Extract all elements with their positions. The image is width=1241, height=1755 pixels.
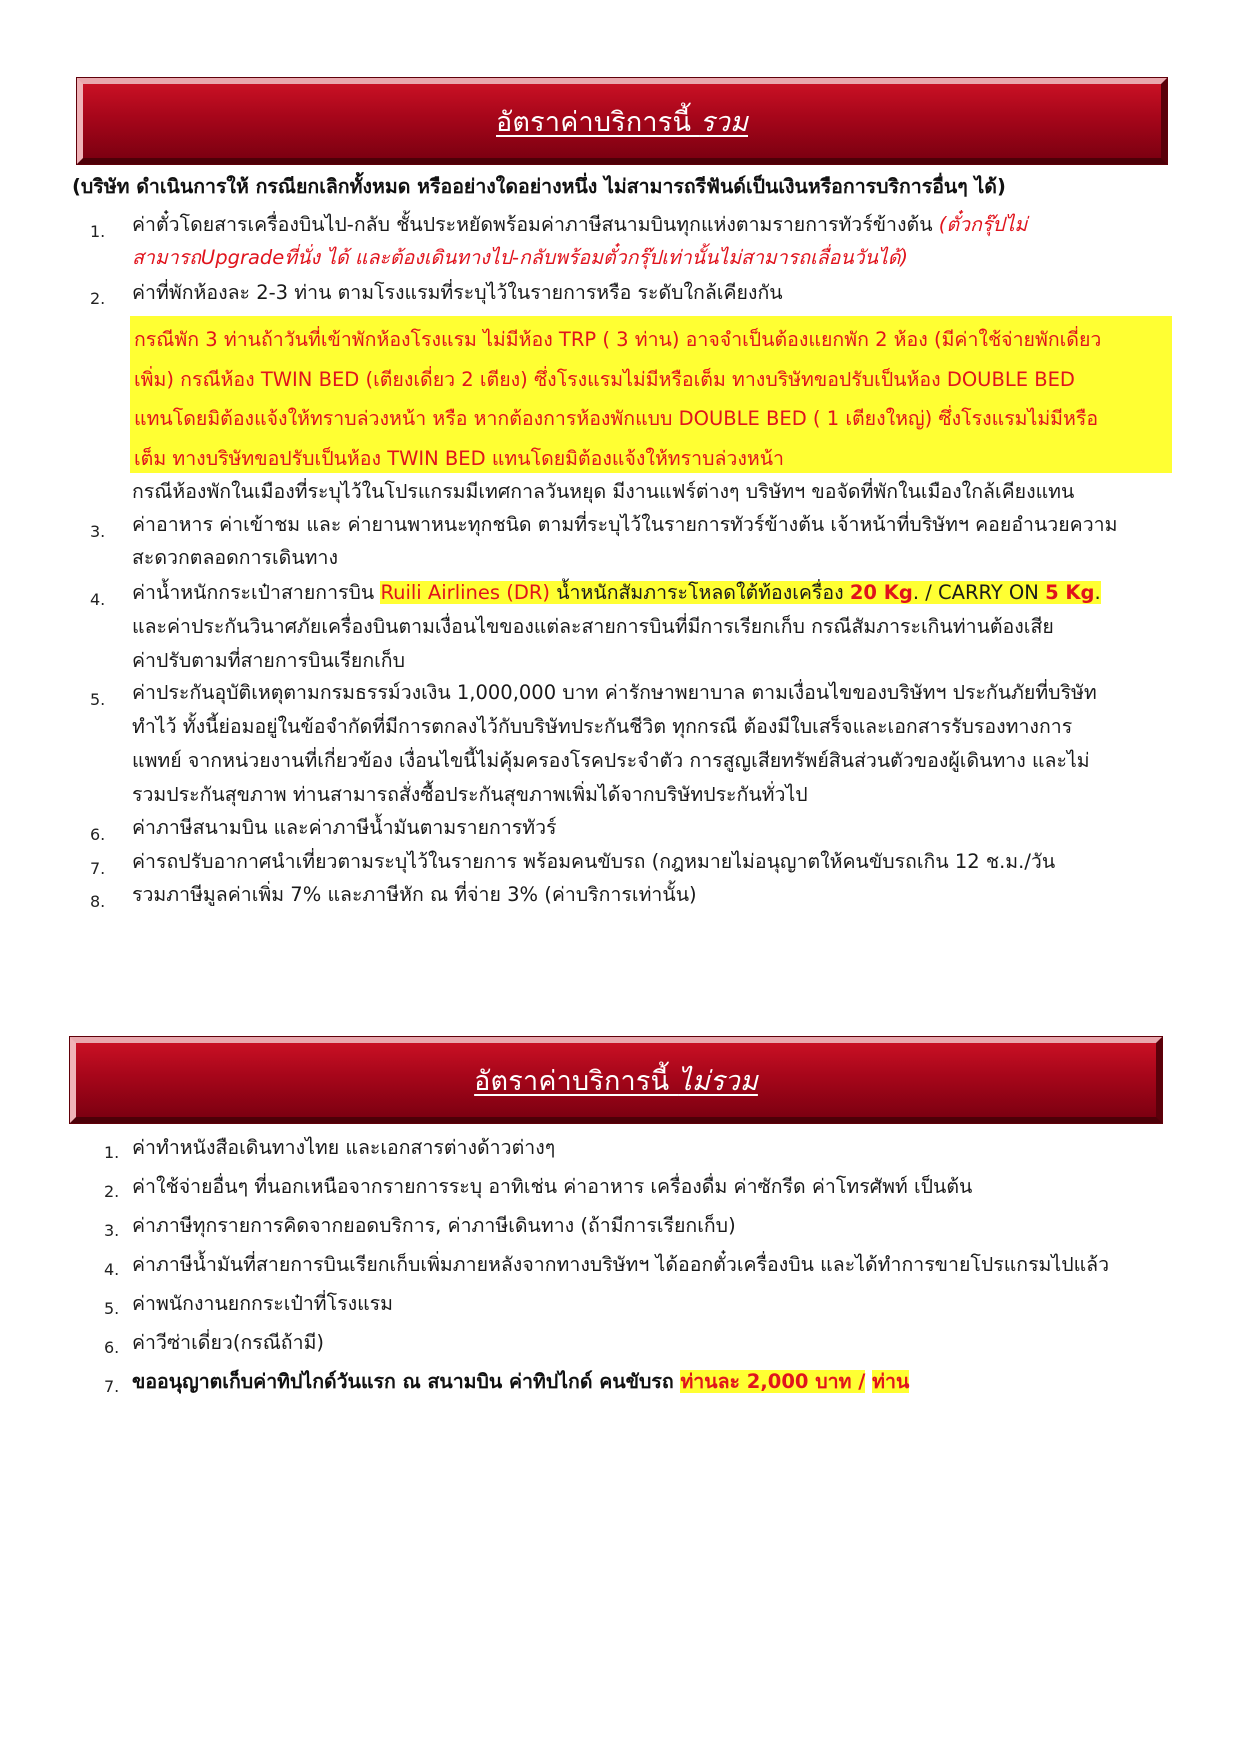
excluded-item-3: ค่าภาษีทุกรายการคิดจากยอดบริการ, ค่าภาษีเดินทาง (ถ้ามีการเรียกเก็บ): [132, 1214, 736, 1237]
excluded-item-5: ค่าพนักงานยกกระเป๋าที่โรงแรม: [132, 1292, 393, 1315]
item-number: 2.: [90, 289, 106, 308]
excluded-item-2: ค่าใช้จ่ายอื่นๆ ที่นอกเหนือจากรายการระบุ อาทิเช่น ค่าอาหาร เครื่องดื่ม ค่าซักรีด ค่าโทรศัพท์ เป็นต้น: [132, 1175, 973, 1198]
item-number: 2.: [104, 1182, 120, 1201]
excluded-item-4: ค่าภาษีน้ำมันที่สายการบินเรียกเก็บเพิ่มภายหลังจากทางบริษัทฯ ได้ออกตั๋วเครื่องบิน และได้ทำการขายโปรแกรมไปแล้ว: [132, 1253, 1110, 1276]
included-item-3-cont: สะดวกตลอดการเดินทาง: [132, 546, 338, 569]
excluded-item-7: ขออนุญาตเก็บค่าทิปไกด์วันแรก ณ สนามบิน ค่าทิปไกด์ คนขับรถ ท่านละ 2,000 บาท / ท่าน: [132, 1370, 910, 1393]
item-number: 6.: [104, 1338, 120, 1357]
included-item-5-cont: แพทย์ จากหน่วยงานที่เกี่ยวข้อง เงื่อนไขนี้ไม่คุ้มครองโรคประจำตัว การสูญเสียทรัพย์สินส่วนตัวของผู้เดินทาง และไม่: [132, 749, 1090, 772]
item-number: 4.: [104, 1260, 120, 1279]
included-item-4: ค่าน้ำหนักกระเป๋าสายการบิน Ruili Airlines (DR) น้ำหนักสัมภาระโหลดใต้ท้องเครื่อง 20 Kg. / CARRY ON 5 Kg.: [132, 581, 1101, 604]
item-number: 8.: [90, 892, 106, 911]
included-item-6: ค่าภาษีสนามบิน และค่าภาษีน้ำมันตามรายการทัวร์: [132, 816, 557, 839]
included-item-5: ค่าประกันอุบัติเหตุตามกรมธรรม์วงเงิน 1,000,000 บาท ค่ารักษาพยาบาล ตามเงื่อนไขของบริษัทฯ ประกันภัยที่บริษัท: [132, 681, 1097, 704]
included-item-8: รวมภาษีมูลค่าเพิ่ม 7% และภาษีหัก ณ ที่จ่าย 3% (ค่าบริการเท่านั้น): [132, 883, 697, 906]
included-item-4-cont: ค่าปรับตามที่สายการบินเรียกเก็บ: [132, 649, 405, 672]
item-number: 5.: [90, 690, 106, 709]
included-title-emph: รวม: [699, 106, 748, 138]
item-number: 3.: [90, 522, 106, 541]
excluded-title: อัตราค่าบริการนี้ ไม่รวม: [474, 1065, 758, 1097]
included-item-2: ค่าที่พักห้องละ 2-3 ท่าน ตามโรงแรมที่ระบุไว้ในรายการหรือ ระดับใกล้เคียงกัน: [132, 281, 783, 304]
item-number: 5.: [104, 1299, 120, 1318]
included-item-5-cont: รวมประกันสุขภาพ ท่านสามารถสั่งซื้อประกันสุขภาพเพิ่มได้จากบริษัทประกันทั่วไป: [132, 783, 808, 806]
included-item-3: ค่าอาหาร ค่าเข้าชม และ ค่ายานพาหนะทุกชนิด ตามที่ระบุไว้ในรายการทัวร์ข้างต้น เจ้าหน้าที่บริษัทฯ คอยอำนวยความ: [132, 513, 1118, 536]
included-item-1-cont: สามารถUpgradeที่นั่ง ได้ และต้องเดินทางไป-กลับพร้อมตั๋วกรุ๊ปเท่านั้นไม่สามารถเลื่อนวันได้): [132, 246, 909, 269]
included-item-1: ค่าตั๋วโดยสารเครื่องบินไป-กลับ ชั้นประหยัดพร้อมค่าภาษีสนามบินทุกแห่งตามรายการทัวร์ข้างต้น (ตั๋วกรุ๊ปไม่: [132, 213, 1028, 236]
excluded-item-6: ค่าวีซ่าเดี่ยว(กรณีถ้ามี): [132, 1331, 325, 1354]
item-number: 1.: [104, 1143, 120, 1162]
tip-amount: ท่านละ 2,000 บาท /: [680, 1370, 866, 1393]
excluded-banner: [70, 1037, 1162, 1123]
item-number: 7.: [104, 1377, 120, 1396]
item-number: 4.: [90, 590, 106, 609]
included-item-7: ค่ารถปรับอากาศนำเที่ยวตามระบุไว้ในรายการ พร้อมคนขับรถ (กฎหมายไม่อนุญาตให้คนขับรถเกิน 12 ช.ม./วัน: [132, 850, 1056, 873]
included-title: อัตราค่าบริการนี้ รวม: [496, 106, 748, 138]
included-item-5-cont: ทำไว้ ทั้งนี้ย่อมอยู่ในข้อจำกัดที่มีการตกลงไว้กับบริษัทประกันชีวิต ทุกกรณี ต้องมีใบเสร็จและเอกสารรับรองทางการ: [132, 715, 1073, 738]
item-number: 1.: [90, 222, 106, 241]
airline-name: Ruili Airlines (DR): [380, 581, 551, 604]
included-banner: [77, 78, 1167, 164]
cancellation-note: (บริษัท ดำเนินการให้ กรณียกเลิกทั้งหมด หรืออย่างใดอย่างหนึ่ง ไม่สามารถรีฟันด์เป็นเงินหรือการบริการอื่นๆ ได้): [72, 175, 1006, 198]
included-item-4-cont: และค่าประกันวินาศภัยเครื่องบินตามเงื่อนไขของแต่ละสายการบินที่มีการเรียกเก็บ กรณีสัมภาระเกินท่านต้องเสีย: [132, 615, 1054, 638]
triple-room-note: กรณีพัก 3 ท่านถ้าวันที่เข้าพักห้องโรงแรม ไม่มีห้อง TRP ( 3 ท่าน) อาจจำเป็นต้องแยกพัก 2 ห้อง (มีค่าใช้จ่ายพักเดี่ยว เพิ่ม) กรณีห้อง TWIN BED (เตียงเดี่ยว 2 เตียง) ซึ่งโรงแรมไม่มีหรือเต็ม ทางบริษัทขอปรับเป็นห้อง DOUBLE BED แทนโดยมิต้องแจ้งให้ทราบล่วงหน้า หรือ หากต้องการห้องพักแบบ DOUBLE BED ( 1 เตียงใหญ่) ซึ่งโรงแรมไม่มีหรือ เต็ม ทางบริษัทขอปรับเป็นห้อง TWIN BED แทนโดยมิต้องแจ้งให้ทราบล่วงหน้า: [130, 316, 1172, 473]
item-number: 3.: [104, 1221, 120, 1240]
excluded-title-emph: ไม่รวม: [678, 1065, 758, 1097]
excluded-item-1: ค่าทำหนังสือเดินทางไทย และเอกสารต่างด้าวต่างๆ: [132, 1136, 556, 1159]
item-number: 6.: [90, 825, 106, 844]
item-number: 7.: [90, 859, 106, 878]
festival-note: กรณีห้องพักในเมืองที่ระบุไว้ในโปรแกรมมีเทศกาลวันหยุด มีงานแฟร์ต่างๆ บริษัทฯ ขอจัดที่พักในเมืองใกล้เคียงแทน: [132, 480, 1075, 503]
